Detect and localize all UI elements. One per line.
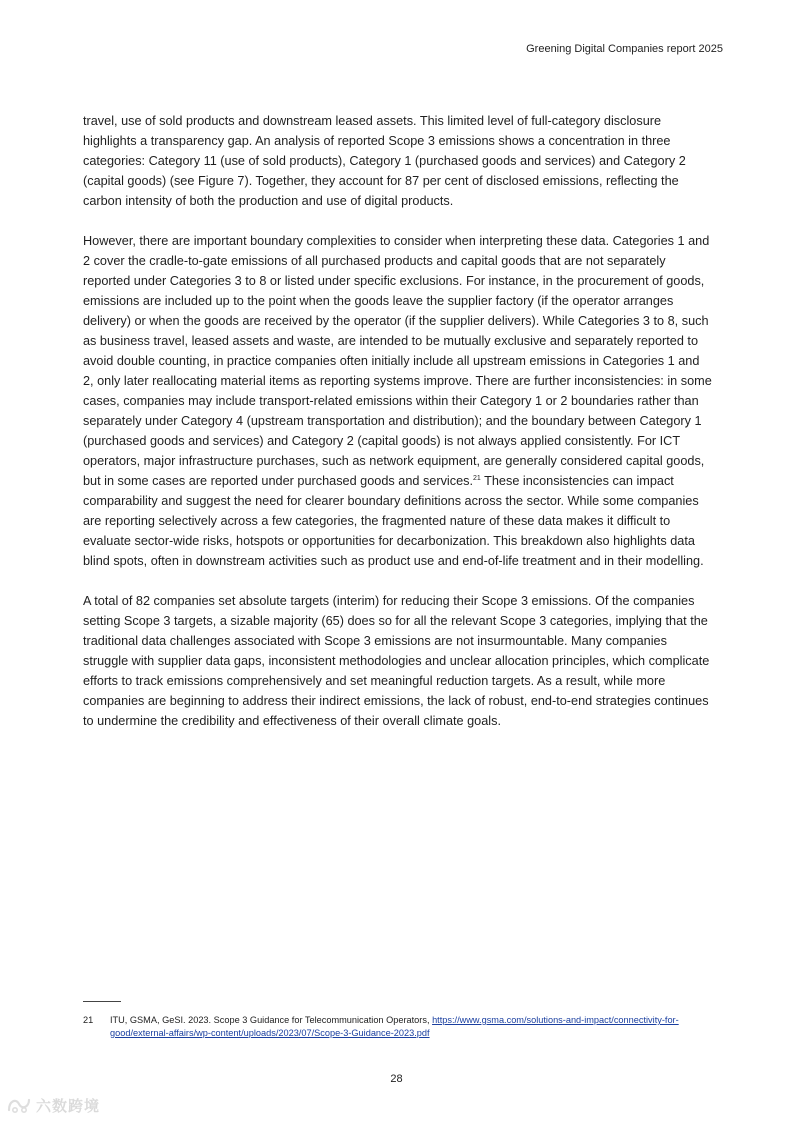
page-number: 28 <box>390 1073 403 1085</box>
footnote-body <box>110 1014 703 1040</box>
footnote-text: ITU, GSMA, GeSI. 2023. Scope 3 Guidance for Telecommunication Operators, <box>110 1015 433 1025</box>
paragraph-2 <box>83 231 713 571</box>
footnote-21 <box>83 1014 703 1040</box>
paragraph-2-text-a: However, there are important boundary complexities to consider when interpreting these data. Categories 1 and 2 cover the cradle-to-gate emissions of all purchased products and capital goods that are not separately reported under Categories 3 to 8 or listed under specific exclusions. For instance, in the procurement of goods, emissions are included up to the point when the goods leave the supplier factory (if the operator arranges delivery) or when the goods are received by the operator (if the supplier delivers). While Categories 3 to 8, such as business travel, leased assets and waste, are intended to be mutually exclusive and separately reported to avoid double counting, in practice companies often initially include all upstream emissions in Categories 1 and 2, only later reallocating material items as reporting systems improve. There are further inconsistencies: in some cases, companies may include transport-related emissions within their Category 1 or 2 boundaries rather than separately under Category 4 (upstream transportation and distribution); and the boundary between Category 1 (purchased goods and services) and Category 2 (capital goods) is not always applied consistently. For ICT operators, major infrastructure purchases, such as network equipment, are generally considered capital goods, but in some cases are reported under purchased goods and services. <box>83 234 712 488</box>
watermark <box>6 1094 100 1116</box>
watermark-text: 六数跨境 <box>36 1096 101 1115</box>
footnote-reference[interactable]: 21 <box>473 475 481 482</box>
paragraph-1: travel, use of sold products and downstream leased assets. This limited level of full-category disclosure highlights a transparency gap. An analysis of reported Scope 3 emissions shows a concentration in three categories: Category 11 (use of sold products), Category 1 (purchased goods and services) and Category 2 (capital goods) (see Figure 7). Together, they account for 87 per cent of disclosed emissions, reflecting the carbon intensity of both the production and use of digital products. <box>83 114 686 208</box>
paragraph-2-text-b: These inconsistencies can impact comparability and suggest the need for clearer boundary definitions across the sector. While some companies are reporting selectively across a few categories, the fragmented nature of these data makes it difficult to evaluate sector-wide risks, hotspots or opportunities for decarbonization. This breakdown also highlights data blind spots, often in downstream activities such as product use and end-of-life treatment and in their modelling. <box>83 474 704 568</box>
footnote-number: 21 <box>83 1015 94 1025</box>
footnote-divider <box>83 1001 121 1002</box>
footnote-link[interactable]: https://www.gsma.com/solutions-and-impact/connectivity-for-good/external-affairs/wp-content/uploads/2023/07/Scope-3-Guidance-2023.pdf <box>110 1015 679 1038</box>
watermark-logo-icon <box>6 1095 32 1115</box>
running-header: Greening Digital Companies report 2025 <box>526 43 723 55</box>
paragraph-3: A total of 82 companies set absolute targets (interim) for reducing their Scope 3 emissions. Of the companies setting Scope 3 targets, a sizable majority (65) does so for all the relevant Scope 3 categories, implying that the traditional data challenges associated with Scope 3 emissions are not insurmountable. Many companies struggle with supplier data gaps, inconsistent methodologies and unclear allocation principles, which complicate efforts to track emissions comprehensively and set meaningful reduction targets. As a result, while more companies are beginning to address their indirect emissions, the lack of robust, end-to-end strategies continues to undermine the credibility and effectiveness of their overall climate goals. <box>83 594 710 728</box>
main-body <box>83 111 713 751</box>
